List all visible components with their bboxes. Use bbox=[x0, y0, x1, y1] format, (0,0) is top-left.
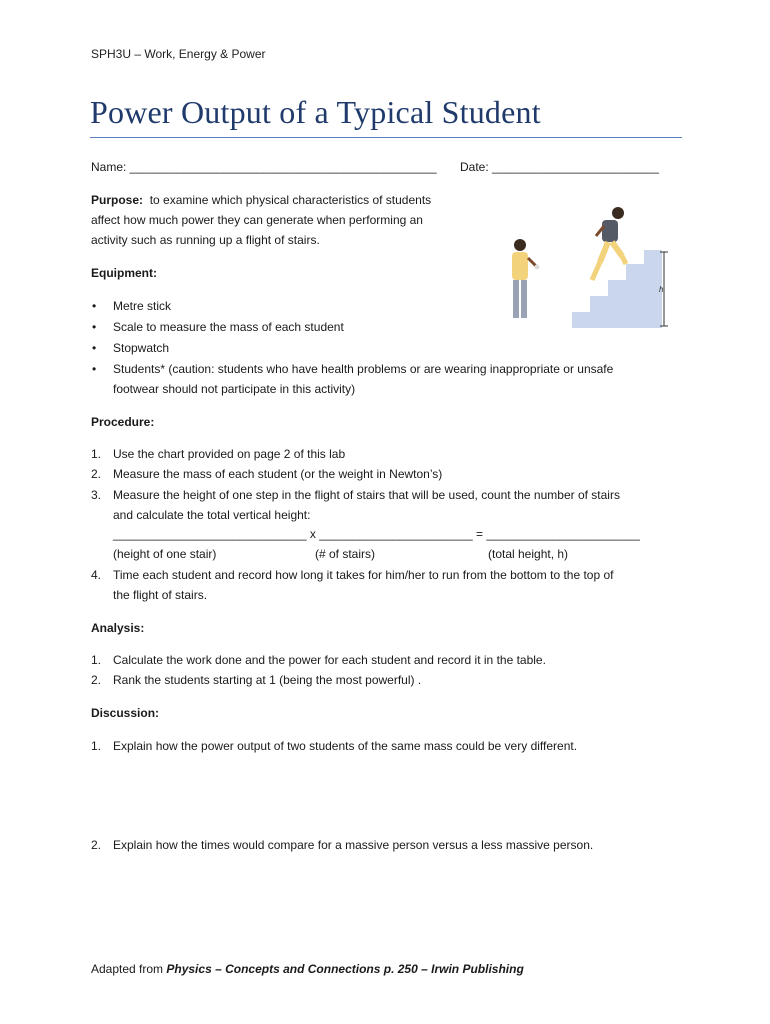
standing-student-icon bbox=[512, 239, 540, 318]
analysis-step: Calculate the work done and the power for each student and record it in the table. bbox=[113, 653, 546, 667]
list-number: 2. bbox=[91, 467, 102, 481]
equipment-item: Metre stick bbox=[113, 299, 172, 313]
discussion-heading: Discussion: bbox=[91, 706, 160, 720]
equipment-item: Students* (caution: students who have health problems or are wearing inappropriate or unsafe bbox=[113, 362, 614, 376]
purpose-label: Purpose: bbox=[91, 193, 144, 207]
name-field[interactable]: Name: ______________________________________________ bbox=[91, 160, 437, 174]
formula-label-stair-height: (height of one stair) bbox=[113, 547, 217, 561]
attribution-prefix: Adapted from bbox=[91, 962, 167, 976]
list-number: 3. bbox=[91, 488, 102, 502]
date-field[interactable]: Date: _________________________ bbox=[460, 160, 659, 174]
page-title: Power Output of a Typical Student bbox=[90, 94, 541, 130]
procedure-step: Measure the mass of each student (or the weight in Newton’s) bbox=[113, 467, 443, 481]
procedure-step-continued: the flight of stairs. bbox=[113, 588, 208, 602]
purpose-line-2: affect how much power they can generate when performing an bbox=[91, 213, 423, 227]
attribution-source: Physics – Concepts and Connections p. 250 – Irwin Publishing bbox=[166, 962, 524, 976]
equipment-item: Scale to measure the mass of each student bbox=[113, 320, 344, 334]
equipment-heading: Equipment: bbox=[91, 266, 157, 280]
procedure-step-continued: and calculate the total vertical height: bbox=[113, 508, 311, 522]
equipment-item: Stopwatch bbox=[113, 341, 170, 355]
list-number: 1. bbox=[91, 447, 102, 461]
discussion-question: Explain how the times would compare for a massive person versus a less massive person. bbox=[113, 838, 594, 852]
source-attribution bbox=[91, 962, 524, 976]
list-number: 2. bbox=[91, 838, 102, 852]
purpose-line-3: activity such as running up a flight of stairs. bbox=[91, 233, 320, 247]
formula-label-stair-count: (# of stairs) bbox=[315, 547, 376, 561]
analysis-step: Rank the students starting at 1 (being the most powerful) . bbox=[113, 673, 422, 687]
procedure-step: Use the chart provided on page 2 of this lab bbox=[113, 447, 346, 461]
formula-label-total-height: (total height, h) bbox=[488, 547, 569, 561]
bullet-icon: • bbox=[92, 362, 97, 376]
procedure-step: Time each student and record how long it takes for him/her to run from the bottom to the top of bbox=[113, 568, 614, 582]
running-student-icon bbox=[592, 207, 626, 280]
procedure-step: Measure the height of one step in the flight of stairs that will be used, count the number of stairs bbox=[113, 488, 620, 502]
purpose-text: to examine which physical characteristics of students bbox=[149, 193, 432, 207]
height-label: h bbox=[659, 285, 664, 294]
list-number: 2. bbox=[91, 673, 102, 687]
stairs-shape bbox=[572, 250, 668, 328]
analysis-heading: Analysis: bbox=[91, 621, 145, 635]
equipment-item-continued: footwear should not participate in this activity) bbox=[113, 382, 356, 396]
bullet-icon: • bbox=[92, 341, 97, 355]
bullet-icon: • bbox=[92, 299, 97, 313]
procedure-heading: Procedure: bbox=[91, 415, 155, 429]
list-number: 1. bbox=[91, 739, 102, 753]
list-number: 1. bbox=[91, 653, 102, 667]
bullet-icon: • bbox=[92, 320, 97, 334]
discussion-question: Explain how the power output of two students of the same mass could be very different. bbox=[113, 739, 578, 753]
course-header: SPH3U – Work, Energy & Power bbox=[91, 47, 266, 61]
title-underline bbox=[90, 137, 682, 138]
list-number: 4. bbox=[91, 568, 102, 582]
stairs-illustration bbox=[500, 200, 680, 340]
purpose-line-1 bbox=[91, 190, 431, 210]
height-formula-blanks[interactable]: _____________________________ x _______________________ = _______________________ bbox=[113, 527, 640, 541]
